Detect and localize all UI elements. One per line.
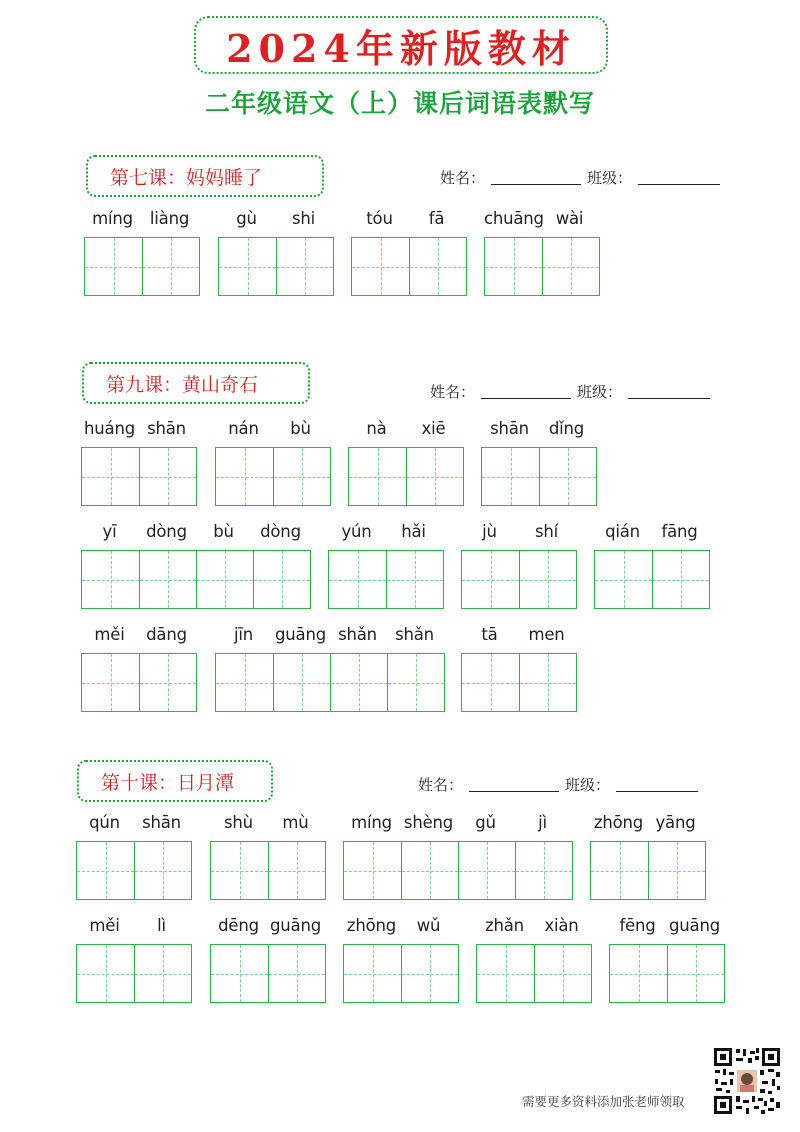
- pinyin-row: [81, 520, 311, 550]
- name-label: 姓名：: [418, 776, 464, 794]
- pinyin-row: [210, 914, 326, 944]
- writing-cell[interactable]: [142, 238, 199, 295]
- word-block: [215, 417, 331, 506]
- word-block: [351, 207, 467, 296]
- word-block: [76, 811, 192, 900]
- pinyin-syllable: qún: [89, 813, 120, 832]
- word-block: [476, 914, 592, 1003]
- writing-cell[interactable]: [330, 654, 387, 711]
- class-blank[interactable]: [628, 384, 710, 399]
- name-blank[interactable]: [481, 384, 571, 399]
- pinyin-syllable: zhōng: [346, 916, 397, 935]
- writing-grid: [343, 841, 573, 900]
- writing-cell[interactable]: [401, 842, 458, 899]
- word-block: [481, 417, 597, 506]
- writing-cell[interactable]: [139, 448, 196, 505]
- writing-cell[interactable]: [273, 448, 330, 505]
- name-blank[interactable]: [491, 170, 581, 185]
- pinyin-syllable: nà: [366, 419, 387, 438]
- pinyin-row: [215, 417, 331, 447]
- pinyin-syllable: míng: [92, 209, 133, 228]
- writing-cell[interactable]: [352, 238, 409, 295]
- class-blank[interactable]: [616, 777, 698, 792]
- writing-cell[interactable]: [387, 654, 444, 711]
- writing-cell[interactable]: [401, 945, 458, 1002]
- pinyin-syllable: zhǎn: [485, 916, 524, 935]
- lesson-10-label: 第十课：日月潭: [77, 760, 273, 802]
- writing-grid: [590, 841, 706, 900]
- word-block: [594, 520, 710, 609]
- word-block: [461, 623, 577, 712]
- lesson-7-name-class: [440, 167, 726, 188]
- writing-grid: [81, 550, 311, 609]
- pinyin-syllable: men: [528, 625, 565, 644]
- name-label: 姓名：: [440, 169, 486, 187]
- writing-grid: [215, 447, 331, 506]
- writing-cell[interactable]: [253, 551, 310, 608]
- pinyin-syllable: shǎn: [338, 625, 377, 644]
- word-block: [343, 811, 573, 900]
- pinyin-row: [81, 417, 197, 447]
- pinyin-syllable: jì: [538, 813, 547, 832]
- subtitle: 二年级语文（上）课后词语表默写: [204, 89, 595, 118]
- pinyin-syllable: fēng: [619, 916, 656, 935]
- writing-grid: [76, 841, 192, 900]
- writing-cell[interactable]: [462, 654, 519, 711]
- pinyin-row: [609, 914, 725, 944]
- pinyin-syllable: tóu: [366, 209, 393, 228]
- writing-grid: [76, 944, 192, 1003]
- writing-grid: [210, 841, 326, 900]
- writing-cell[interactable]: [196, 551, 253, 608]
- pinyin-syllable: shèng: [403, 813, 454, 832]
- pinyin-syllable: wài: [555, 209, 584, 228]
- writing-grid: [343, 944, 459, 1003]
- pinyin-syllable: liàng: [149, 209, 190, 228]
- main-title-box: [194, 16, 608, 74]
- pinyin-syllable: shān: [142, 813, 181, 832]
- pinyin-syllable: dòng: [260, 522, 301, 541]
- writing-cell[interactable]: [515, 842, 572, 899]
- pinyin-syllable: dāng: [146, 625, 187, 644]
- pinyin-syllable: shù: [224, 813, 253, 832]
- lesson-9-name-class: [430, 381, 716, 402]
- pinyin-syllable: hǎi: [401, 522, 426, 541]
- writing-cell[interactable]: [539, 448, 596, 505]
- pinyin-syllable: měi: [89, 916, 120, 935]
- lesson-7-label: 第七课：妈妈睡了: [86, 155, 324, 197]
- word-block: [76, 914, 192, 1003]
- writing-grid: [328, 550, 444, 609]
- class-label: 班级：: [577, 383, 623, 401]
- pinyin-syllable: dòng: [146, 522, 187, 541]
- writing-grid: [81, 653, 197, 712]
- pinyin-syllable: zhōng: [593, 813, 644, 832]
- writing-cell[interactable]: [485, 238, 542, 295]
- pinyin-syllable: wǔ: [416, 916, 441, 935]
- pinyin-syllable: shān: [147, 419, 186, 438]
- writing-cell[interactable]: [219, 238, 276, 295]
- pinyin-row: [328, 520, 444, 550]
- writing-cell[interactable]: [534, 945, 591, 1002]
- pinyin-row: [348, 417, 464, 447]
- writing-cell[interactable]: [268, 945, 325, 1002]
- word-block: [348, 417, 464, 506]
- pinyin-syllable: yī: [102, 522, 117, 541]
- pinyin-row: [484, 207, 600, 237]
- writing-cell[interactable]: [542, 238, 599, 295]
- writing-grid: [461, 550, 577, 609]
- writing-cell[interactable]: [85, 238, 142, 295]
- pinyin-syllable: bù: [213, 522, 234, 541]
- writing-cell[interactable]: [591, 842, 648, 899]
- pinyin-row: [76, 811, 192, 841]
- pinyin-row: [81, 623, 197, 653]
- word-block: [81, 417, 197, 506]
- pinyin-syllable: qián: [605, 522, 640, 541]
- writing-cell[interactable]: [82, 654, 139, 711]
- writing-grid: [210, 944, 326, 1003]
- pinyin-syllable: shi: [291, 209, 316, 228]
- pinyin-syllable: měi: [94, 625, 125, 644]
- writing-grid: [84, 237, 200, 296]
- writing-grid: [476, 944, 592, 1003]
- pinyin-syllable: gù: [236, 209, 257, 228]
- writing-grid: [484, 237, 600, 296]
- pinyin-syllable: lì: [157, 916, 166, 935]
- pinyin-row: [351, 207, 467, 237]
- writing-grid: [218, 237, 334, 296]
- writing-cell[interactable]: [211, 842, 268, 899]
- word-block: [81, 623, 197, 712]
- pinyin-syllable: gǔ: [475, 813, 496, 832]
- writing-cell[interactable]: [482, 448, 539, 505]
- pinyin-syllable: bù: [290, 419, 311, 438]
- pinyin-syllable: jīn: [233, 625, 254, 644]
- word-block: [484, 207, 600, 296]
- pinyin-row: [210, 811, 326, 841]
- word-block: [81, 520, 311, 609]
- writing-cell[interactable]: [344, 842, 401, 899]
- pinyin-row: [594, 520, 710, 550]
- pinyin-syllable: xiē: [421, 419, 446, 438]
- writing-cell[interactable]: [652, 551, 709, 608]
- class-label: 班级：: [565, 776, 611, 794]
- pinyin-syllable: shí: [534, 522, 559, 541]
- writing-cell[interactable]: [386, 551, 443, 608]
- writing-cell[interactable]: [82, 448, 139, 505]
- writing-grid: [481, 447, 597, 506]
- writing-cell[interactable]: [134, 945, 191, 1002]
- word-block: [343, 914, 459, 1003]
- pinyin-syllable: guāng: [270, 916, 321, 935]
- pinyin-row: [76, 914, 192, 944]
- pinyin-syllable: huáng: [84, 419, 135, 438]
- pinyin-row: [481, 417, 597, 447]
- pinyin-syllable: nán: [228, 419, 259, 438]
- word-block: [210, 914, 326, 1003]
- writing-cell[interactable]: [667, 945, 724, 1002]
- footer-text: 需要更多资料添加张老师领取: [522, 1094, 685, 1109]
- writing-grid: [609, 944, 725, 1003]
- pinyin-syllable: fā: [428, 209, 445, 228]
- pinyin-row: [590, 811, 706, 841]
- pinyin-row: [218, 207, 334, 237]
- writing-cell[interactable]: [458, 842, 515, 899]
- writing-cell[interactable]: [409, 238, 466, 295]
- word-block: [215, 623, 445, 712]
- writing-grid: [81, 447, 197, 506]
- writing-cell[interactable]: [139, 551, 196, 608]
- writing-cell[interactable]: [519, 654, 576, 711]
- writing-cell[interactable]: [329, 551, 386, 608]
- writing-cell[interactable]: [610, 945, 667, 1002]
- pinyin-syllable: yāng: [655, 813, 696, 832]
- writing-cell[interactable]: [349, 448, 406, 505]
- pinyin-syllable: dǐng: [548, 419, 585, 438]
- pinyin-row: [215, 623, 445, 653]
- pinyin-row: [461, 623, 577, 653]
- name-label: 姓名：: [430, 383, 476, 401]
- writing-grid: [215, 653, 445, 712]
- writing-cell[interactable]: [139, 654, 196, 711]
- qr-code-icon: [712, 1046, 782, 1116]
- writing-grid: [594, 550, 710, 609]
- name-blank[interactable]: [469, 777, 559, 792]
- pinyin-syllable: guāng: [669, 916, 720, 935]
- pinyin-row: [84, 207, 200, 237]
- writing-grid: [348, 447, 464, 506]
- writing-cell[interactable]: [595, 551, 652, 608]
- writing-cell[interactable]: [477, 945, 534, 1002]
- writing-cell[interactable]: [77, 842, 134, 899]
- writing-cell[interactable]: [648, 842, 705, 899]
- lesson-10-name-class: [418, 774, 704, 795]
- pinyin-syllable: shān: [490, 419, 529, 438]
- writing-cell[interactable]: [273, 654, 330, 711]
- writing-cell[interactable]: [406, 448, 463, 505]
- writing-cell[interactable]: [82, 551, 139, 608]
- pinyin-row: [461, 520, 577, 550]
- writing-cell[interactable]: [216, 654, 273, 711]
- word-block: [328, 520, 444, 609]
- writing-cell[interactable]: [462, 551, 519, 608]
- main-title: 2024年新版教材: [226, 25, 576, 71]
- pinyin-syllable: tā: [481, 625, 498, 644]
- pinyin-syllable: jù: [482, 522, 497, 541]
- word-block: [84, 207, 200, 296]
- pinyin-row: [343, 914, 459, 944]
- writing-grid: [351, 237, 467, 296]
- writing-grid: [461, 653, 577, 712]
- pinyin-syllable: míng: [351, 813, 392, 832]
- pinyin-syllable: guāng: [275, 625, 326, 644]
- writing-cell[interactable]: [519, 551, 576, 608]
- writing-cell[interactable]: [216, 448, 273, 505]
- writing-cell[interactable]: [77, 945, 134, 1002]
- writing-cell[interactable]: [276, 238, 333, 295]
- pinyin-row: [343, 811, 573, 841]
- word-block: [218, 207, 334, 296]
- writing-cell[interactable]: [268, 842, 325, 899]
- word-block: [609, 914, 725, 1003]
- pinyin-syllable: fāng: [661, 522, 698, 541]
- word-block: [210, 811, 326, 900]
- class-label: 班级：: [587, 169, 633, 187]
- pinyin-syllable: chuāng: [484, 209, 544, 228]
- word-block: [461, 520, 577, 609]
- writing-cell[interactable]: [211, 945, 268, 1002]
- pinyin-syllable: xiàn: [544, 916, 579, 935]
- lesson-9-label: 第九课：黄山奇石: [82, 362, 310, 404]
- word-block: [590, 811, 706, 900]
- pinyin-syllable: shǎn: [395, 625, 434, 644]
- writing-cell[interactable]: [134, 842, 191, 899]
- pinyin-syllable: mù: [282, 813, 309, 832]
- writing-cell[interactable]: [344, 945, 401, 1002]
- pinyin-syllable: yún: [341, 522, 372, 541]
- pinyin-syllable: dēng: [218, 916, 259, 935]
- pinyin-row: [476, 914, 592, 944]
- class-blank[interactable]: [638, 170, 720, 185]
